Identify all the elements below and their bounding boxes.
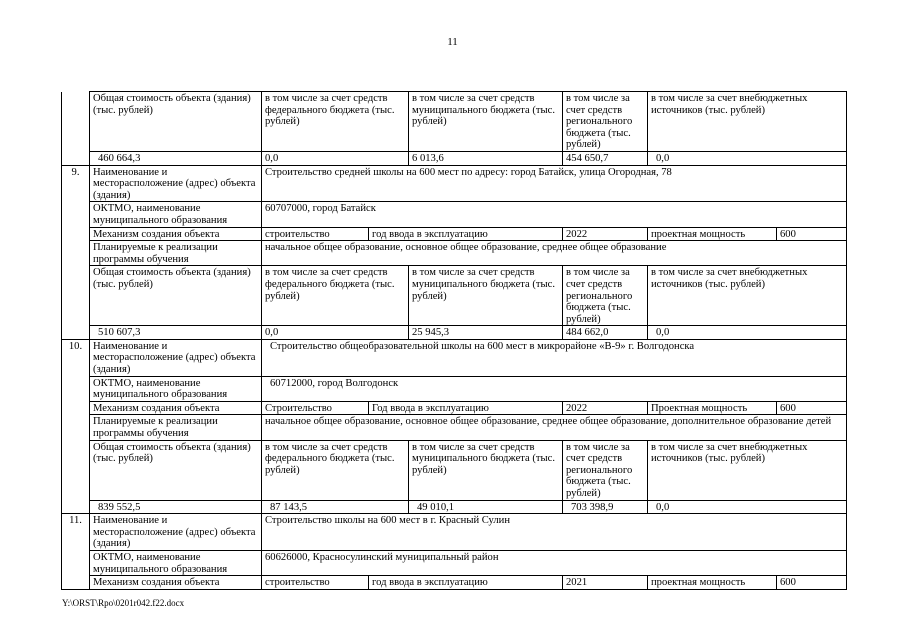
object-number: 11.	[62, 514, 90, 551]
table-row	[62, 227, 847, 241]
object-name: Строительство школы на 600 мест в г. Красный Сулин	[262, 514, 847, 551]
object-name: Строительство средней школы на 600 мест по адресу: город Батайск, улица Огородная, 78	[262, 165, 847, 202]
extrabudget-value: 0,0	[648, 151, 847, 165]
municipal-value: 49 010,1	[409, 500, 563, 514]
year-value: 2021	[563, 576, 648, 590]
number-cell	[62, 266, 90, 326]
object-name: Строительство общеобразовательной школы на 600 мест в микрорайоне «В-9» г. Волгодонска	[262, 339, 847, 376]
programs-value: начальное общее образование, основное общее образование, среднее общее образование	[262, 241, 847, 266]
federal-label: в том числе за счет средств федерального бюджета (тыс. рублей)	[262, 440, 409, 500]
programs-value: начальное общее образование, основное общее образование, среднее общее образование, дополнительное образование детей	[262, 415, 847, 440]
number-cell	[62, 550, 90, 575]
table-row	[62, 339, 847, 376]
regional-value: 454 650,7	[563, 151, 648, 165]
number-cell	[62, 500, 90, 514]
name-label: Наименование и месторасположение (адрес) объекта (здания)	[90, 514, 262, 551]
mechanism-value: строительство	[262, 576, 369, 590]
school-objects-table	[61, 91, 847, 590]
oktmo-value: 60626000, Красносулинский муниципальный район	[262, 550, 847, 575]
extrabudget-label: в том числе за счет внебюджетных источников (тыс. рублей)	[648, 92, 847, 152]
table-row	[62, 550, 847, 575]
capacity-value: 600	[777, 227, 847, 241]
object-number: 9.	[62, 165, 90, 202]
number-cell	[62, 241, 90, 266]
total-cost-value: 510 607,3	[90, 326, 262, 340]
extrabudget-label: в том числе за счет внебюджетных источников (тыс. рублей)	[648, 440, 847, 500]
capacity-label: Проектная мощность	[648, 401, 777, 415]
federal-value: 0,0	[262, 151, 409, 165]
federal-label: в том числе за счет средств федерального бюджета (тыс. рублей)	[262, 92, 409, 152]
name-label: Наименование и месторасположение (адрес) объекта (здания)	[90, 165, 262, 202]
municipal-label: в том числе за счет средств муниципального бюджета (тыс. рублей)	[409, 92, 563, 152]
table-row	[62, 266, 847, 326]
number-cell	[62, 576, 90, 590]
table-row	[62, 401, 847, 415]
regional-label: в том числе за счет средств регионального бюджета (тыс. рублей)	[563, 440, 648, 500]
page-number: 11	[447, 36, 458, 48]
number-cell	[62, 440, 90, 500]
table-row	[62, 92, 847, 152]
oktmo-label: ОКТМО, наименование муниципального образования	[90, 202, 262, 227]
number-cell	[62, 151, 90, 165]
capacity-label: проектная мощность	[648, 576, 777, 590]
federal-value: 87 143,5	[262, 500, 409, 514]
municipal-value: 25 945,3	[409, 326, 563, 340]
number-cell	[62, 92, 90, 152]
federal-value: 0,0	[262, 326, 409, 340]
year-label: Год ввода в эксплуатацию	[369, 401, 563, 415]
year-label: год ввода в эксплуатацию	[369, 576, 563, 590]
extrabudget-value: 0,0	[648, 326, 847, 340]
oktmo-value: 60712000, город Волгодонск	[262, 376, 847, 401]
table-row	[62, 415, 847, 440]
total-cost-value: 839 552,5	[90, 500, 262, 514]
number-cell	[62, 401, 90, 415]
mechanism-value: строительство	[262, 227, 369, 241]
number-cell	[62, 227, 90, 241]
number-cell	[62, 202, 90, 227]
object-number: 10.	[62, 339, 90, 376]
table-row	[62, 376, 847, 401]
table-row	[62, 241, 847, 266]
table-row	[62, 151, 847, 165]
regional-value: 703 398,9	[563, 500, 648, 514]
year-value: 2022	[563, 401, 648, 415]
table-row	[62, 514, 847, 551]
total-cost-label: Общая стоимость объекта (здания) (тыс. рублей)	[90, 92, 262, 152]
municipal-label: в том числе за счет средств муниципального бюджета (тыс. рублей)	[409, 440, 563, 500]
year-value: 2022	[563, 227, 648, 241]
programs-label: Планируемые к реализации программы обучения	[90, 415, 262, 440]
mechanism-label: Механизм создания объекта	[90, 576, 262, 590]
file-path-footer: Y:\ORST\Rpo\0201r042.f22.docx	[62, 598, 185, 608]
number-cell	[62, 376, 90, 401]
name-label: Наименование и месторасположение (адрес) объекта (здания)	[90, 339, 262, 376]
mechanism-label: Механизм создания объекта	[90, 227, 262, 241]
table-row	[62, 165, 847, 202]
oktmo-label: ОКТМО, наименование муниципального образования	[90, 550, 262, 575]
year-label: год ввода в эксплуатацию	[369, 227, 563, 241]
oktmo-value: 60707000, город Батайск	[262, 202, 847, 227]
capacity-label: проектная мощность	[648, 227, 777, 241]
extrabudget-label: в том числе за счет внебюджетных источников (тыс. рублей)	[648, 266, 847, 326]
mechanism-value: Строительство	[262, 401, 369, 415]
number-cell	[62, 326, 90, 340]
number-cell	[62, 415, 90, 440]
regional-value: 484 662,0	[563, 326, 648, 340]
table-row	[62, 202, 847, 227]
table-row	[62, 326, 847, 340]
capacity-value: 600	[777, 401, 847, 415]
extrabudget-value: 0,0	[648, 500, 847, 514]
regional-label: в том числе за счет средств регионального бюджета (тыс. рублей)	[563, 266, 648, 326]
mechanism-label: Механизм создания объекта	[90, 401, 262, 415]
table-row	[62, 576, 847, 590]
municipal-label: в том числе за счет средств муниципального бюджета (тыс. рублей)	[409, 266, 563, 326]
table-row	[62, 440, 847, 500]
oktmo-label: ОКТМО, наименование муниципального образования	[90, 376, 262, 401]
municipal-value: 6 013,6	[409, 151, 563, 165]
total-cost-label: Общая стоимость объекта (здания) (тыс. рублей)	[90, 440, 262, 500]
total-cost-value: 460 664,3	[90, 151, 262, 165]
capacity-value: 600	[777, 576, 847, 590]
regional-label: в том числе за счет средств регионального бюджета (тыс. рублей)	[563, 92, 648, 152]
programs-label: Планируемые к реализации программы обучения	[90, 241, 262, 266]
table-row	[62, 500, 847, 514]
total-cost-label: Общая стоимость объекта (здания) (тыс. рублей)	[90, 266, 262, 326]
federal-label: в том числе за счет средств федерального бюджета (тыс. рублей)	[262, 266, 409, 326]
